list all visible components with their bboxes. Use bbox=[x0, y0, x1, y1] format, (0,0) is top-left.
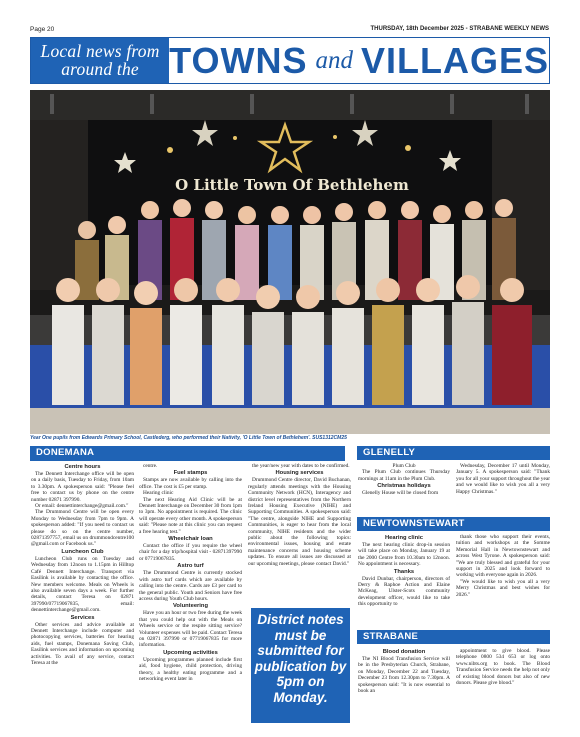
heading-centre-hours: Centre hours bbox=[64, 464, 101, 470]
heading-hearing-clinic: Hearing clinic bbox=[384, 535, 423, 541]
newtownstewart-col-1 bbox=[358, 534, 450, 608]
paragraph: The Drummond Centre will be open every Monday to Wednesday from 7pm to 9pm. A spokesperson added: "If you need to contact us please do so on the centre number, 02871397757, email us on drummondcentre100 @gmail.com or Facebook us." bbox=[31, 509, 134, 548]
paragraph: appointment to give blood. Please telephone 0800 534 653 or log onto www.nibts.org to book. The Blood Transfusion Service needs the help not only of existing blood donors but also of new donors. Please give blood." bbox=[456, 648, 550, 687]
glenelly-col-1 bbox=[358, 463, 450, 497]
paragraph: The next Hearing Aid Clinic will be at Dennett Interchange on December 30 from 1pm to 3pm. No appointment is required. The clinic will operate every other month. A spokesperson said: "Please note at this clinic you can request a free hearing test." bbox=[139, 496, 242, 535]
heading-volunteering: Volunteering bbox=[173, 603, 208, 610]
paragraph: "We would like to wish you all a very Merry Christmas and best wishes for 2026." bbox=[456, 578, 550, 598]
dateline: THURSDAY, 18th December 2025 - STRABANE WEEKLY NEWS bbox=[370, 26, 549, 32]
masthead-word-and: and bbox=[315, 46, 353, 74]
heading-housing-services: Housing services bbox=[275, 470, 324, 477]
section-glenelly: GLENELLY bbox=[357, 446, 550, 460]
section-newtownstewart: NEWTOWNSTEWART bbox=[357, 517, 550, 531]
photo-caption: Year One pupils from Edwards Primary School, Castlederg, who performed their Nativity, 'O Little Town of Bethlehem'. SUS1312CM25 bbox=[30, 435, 347, 441]
page-number: Page 20 bbox=[30, 26, 55, 33]
masthead-title bbox=[169, 38, 549, 83]
masthead-tagline-line1: Local news from bbox=[40, 41, 160, 61]
section-strabane: STRABANE bbox=[357, 630, 550, 644]
paragraph: Stamps are now available by calling into the office. The cost is £5 per stamp. bbox=[139, 477, 242, 490]
paragraph: centre. bbox=[143, 463, 158, 469]
heading-fuel-stamps: Fuel stamps bbox=[173, 470, 208, 477]
strabane-col-2 bbox=[456, 648, 550, 686]
paragraph: the year/new year with dates to be confirmed. bbox=[252, 463, 350, 469]
heading-services: Services bbox=[70, 614, 95, 621]
paragraph: Hearing clinic bbox=[143, 490, 174, 497]
paragraph: David Dunbar, chairperson, directors of Derry & Raphoe Action and Elaine McKeag, Ulster-Scots community development officer, would like to take this opportunity to bbox=[358, 575, 450, 608]
paragraph: Contact the office if you require the wheel chair for a day trip/hospital visit - 02871397990 or 07719067835. bbox=[139, 543, 242, 562]
masthead-word-villages: VILLAGES bbox=[360, 39, 549, 81]
strabane-col-1 bbox=[358, 648, 450, 694]
paragraph: Drummond Centre director, David Buchanan, regularly attends meetings with the Housing Community Network (HCN), Interagency and district level representatives from the Northern Ireland Housing Executive (NIHE) and Supporting Communities. A spokesperson said: "The centre, alongside NIHE and Supporting Communities, is eager to hear from the local community, NIHE residents and the wider public about the following topics: environmental issues, housing and estate maintenance concerns and housing scheme updates. To ensure all issues are discussed at our upcoming meetings, please contact David." bbox=[248, 477, 351, 567]
heading-luncheon-club: Luncheon Club bbox=[61, 548, 104, 555]
donemana-col-1 bbox=[31, 463, 134, 666]
paragraph: Wednesday, December 17 until Monday, January 5. A spokesperson said: "Thank you for all your support throughout the year and we would like to wish you all a very Happy Christmas." bbox=[456, 463, 550, 495]
paragraph: Upcoming programmes planned include first aid, food hygiene, child protection, driving theory, a healthy eating programme and a networking event later in bbox=[139, 656, 242, 682]
district-notes-promo: District notes must be submitted for publication by 5pm on Monday. bbox=[251, 608, 350, 723]
donemana-col-2 bbox=[139, 463, 242, 682]
section-donemana: DONEMANA bbox=[30, 446, 345, 460]
banner-text: O Little Town Of Bethlehem bbox=[175, 176, 409, 194]
donemana-col-3 bbox=[248, 463, 351, 567]
masthead-tagline-line2: around the bbox=[61, 59, 139, 79]
heading-christmas-holidays: Christmas holidays bbox=[377, 483, 431, 490]
paragraph: The next hearing clinic drop-in session will take place on Monday, January 19 at the 2000 Centre from 10.30am to 12noon. No appointment is necessary. bbox=[358, 542, 450, 568]
paragraph: The Plum Club continues Thursday mornings at 11am in the Plum Club. bbox=[358, 469, 450, 482]
glenelly-col-2 bbox=[456, 463, 550, 495]
heading-wheelchair-loan: Wheelchair loan bbox=[168, 536, 213, 543]
paragraph: thank those who support their events, tuition and workshops at the Somme Memorial Hall in Newtownstewart and across West Tyrone. A spokesperson said: "We are truly blessed and grateful for your support in 2025 and look forward to working with everyone again in 2026. bbox=[456, 534, 550, 579]
paragraph: The Dennett Interchange office will be open on a daily basis, Tuesday to Friday, from 10am to 3.30pm. A spokesperson said: "Please feel free to contact us by phone on the centre number 02871 397990. bbox=[31, 471, 134, 503]
heading-astro-turf: Astro turf bbox=[177, 563, 204, 570]
masthead bbox=[30, 37, 550, 84]
masthead-word-towns: TOWNS bbox=[169, 39, 308, 81]
masthead-tagline bbox=[31, 38, 169, 83]
heading-upcoming-activities: Upcoming activities bbox=[163, 649, 218, 656]
divider bbox=[30, 460, 345, 461]
heading-thanks: Thanks bbox=[393, 568, 415, 575]
nativity-photo bbox=[30, 90, 550, 434]
newtownstewart-col-2 bbox=[456, 534, 550, 598]
paragraph: Have you an hour or two free during the week that you could help out with the Meals on Wheels service or the respite sitting service? Volunteer expenses will be paid. Contact Teresa on 02871 397990 or 07719067835 for more information. bbox=[139, 610, 242, 649]
paragraph: Or email: dennettinterchange@gmail.com." bbox=[35, 503, 129, 510]
paragraph: The Drummond Centre is currently stocked with astro turf cards which are available by calling into the centre. Cards are £3 per card to the general public. Youth and Seniors have free access during Youth Club hours. bbox=[139, 570, 242, 602]
paragraph: The NI Blood Transfusion Service will be in the Presbyterian Church, Strabane, on Monday, December 22 and Tuesday, December 23 from 12.30pm to 7.30pm. A spokesperson said: "It is now essential to book an bbox=[358, 656, 450, 695]
paragraph: Other services and advice available at Dennett Interchange include computer and photocopying services, batteries for hearing aids, fuel stamps, Donemana Saving Club, Easilink services and information on upcoming activities. To avail of any service, contact Teresa at the bbox=[31, 621, 134, 666]
paragraph: Plum Club bbox=[392, 463, 416, 469]
paragraph: Glenelly House will be closed from bbox=[362, 490, 439, 497]
paragraph: Luncheon Club runs on Tuesday and Wednesday from 12noon to 1.15pm in Hilltop Café Dennett Interchange. Transport via Easilink is available by contacting the office. New members welcome. Meals on Wheels is also available seven days a week. For further details, contact Teresa on 02871 397990/07719067835, email: dennettinterchange@gmail.com. bbox=[31, 555, 134, 614]
heading-blood-donation: Blood donation bbox=[382, 649, 426, 655]
